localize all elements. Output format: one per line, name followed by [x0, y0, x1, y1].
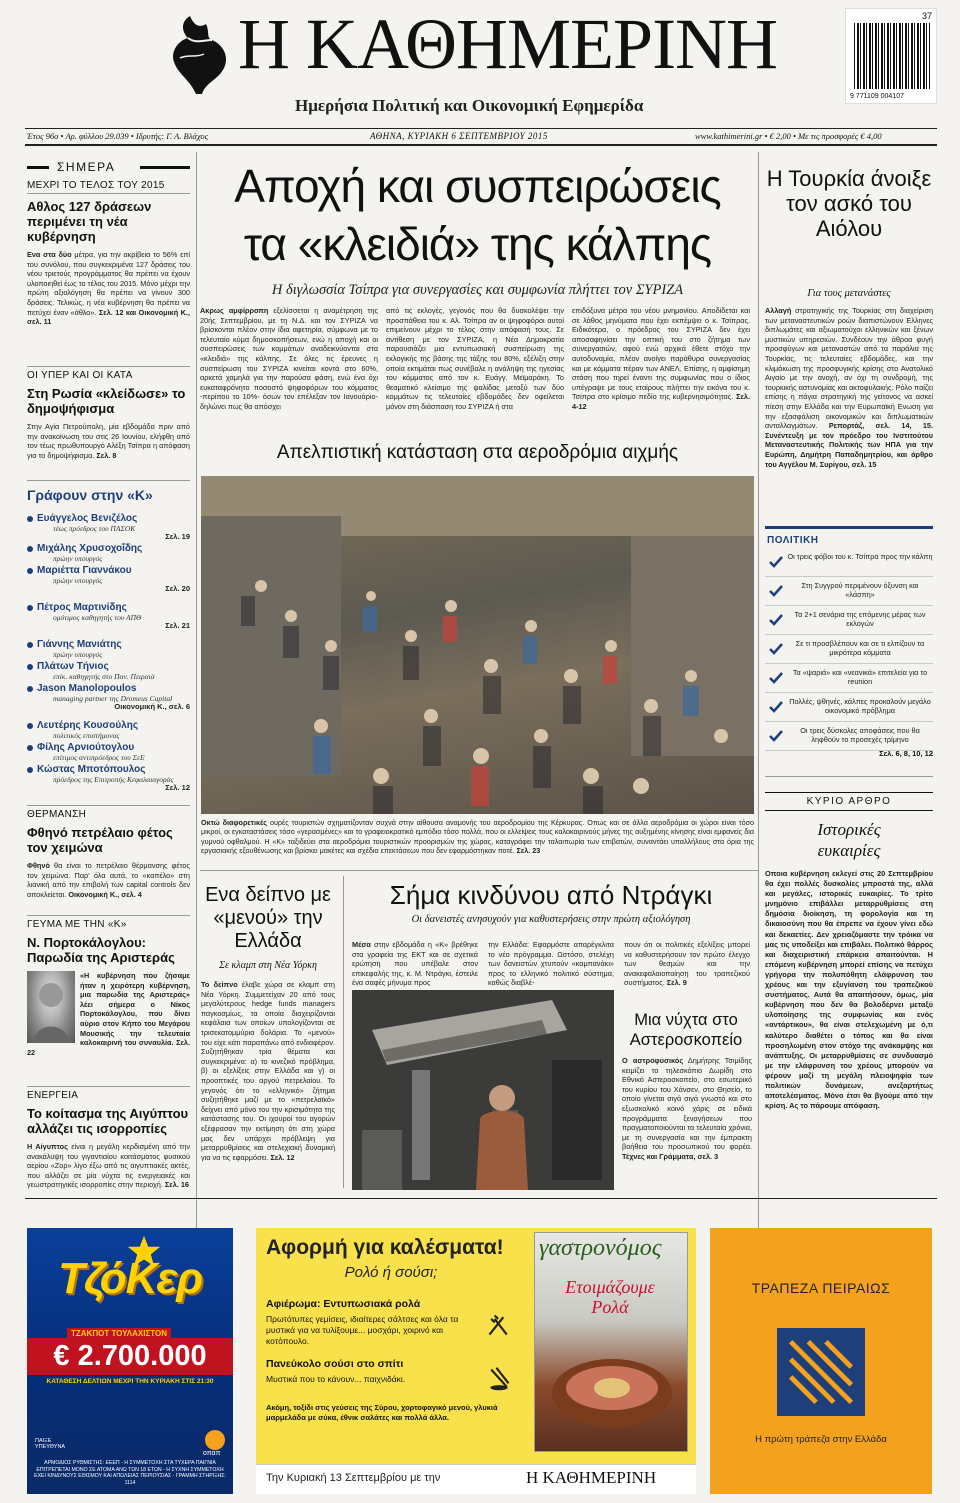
- opap-logo: [205, 1430, 225, 1450]
- politics-ref: Σελ. 6, 8, 10, 12: [879, 749, 933, 758]
- author-entry: [27, 720, 190, 740]
- lead-subhead: Η διγλωσσία Τσίπρα για συνεργασίες και συμφωνία πλήττει τον ΣΥΡΙΖΑ: [271, 282, 684, 298]
- section-title: Αθλος 127 δράσεων περιμένει τη νέα κυβέρνηση: [27, 199, 152, 244]
- section-label: ΜΕΧΡΙ ΤΟ ΤΕΛΟΣ ΤΟΥ 2015: [27, 180, 190, 194]
- lead-col-3: επιδόξυνα μέτρα του νέου μνημονίου. Αποδίδεται και σε λάθος μηνύματα που έχει εκπέμψει ο κ. Τσίπρας. Ειδικότερα, ο πρόεδρος του ΣΥΡΙΖΑ δεν έχει αποσαφηνίσει την οπτική του στο ζήτημα των συνεργασιών, αφού ενώ αρχικά έθετε στόχο την αυτοδυναμία, πλέον ανοίγει παράθυρα συνεργασίας και με κόμματα πέραν των ΑΝΕΛ. Επίσης, η αμφίσημη στάση που τηρεί έναντι της συμφωνίας που ο ίδιος υπέγραψε με τους εταίρους πλήττει την εικόνα του κ. Τσίπρα στο κρίσιμο πεδίο της κυβερνησιμότητας. Σελ. 4-12: [572, 306, 751, 411]
- bullet-icon: [27, 516, 33, 522]
- politics-item-text: Τα 2+1 σενάρια της επόμενης μέρας των εκλογών: [794, 610, 926, 628]
- lead-headline-1: Αποχή και συσπειρώσεις: [234, 160, 721, 212]
- author-name: Ευάγγελος Βενιζέλος: [37, 513, 138, 524]
- ntragi-col-3: πουν ότι οι πολιτικές εξελίξεις μπορεί να καθυστερήσουν τον πρώτο έλεγχο των θεσμών και την ανακεφαλαιοποίηση του τραπεζικού συστήματος. Σελ. 9: [624, 940, 750, 988]
- editorial-box: [765, 792, 933, 1185]
- dinner-body: Το δείπνο έλαβε χώρα σε κλαμπ στη Νέα Υόρκη. Συμμετείχαν 20 από τους μεγαλύτερους hedge funds managers παγκοσμίως, τα οποία διαχειρίζονται κεφάλαια των οποίων υπολογίζονται σε τρισεκατομμύρια δολάρια. Το «μενού» του είχε κάτι παραπάνω από ενδιαφέρον. Συζητήθηκαν τρία θέματα και συγκεκριμένα: α) το κινεζικό πρόβλημα, β) οι εξελίξεις στην Ελλάδα και γ) οι προοπτικές του αργού πετρελαίου. Το γεγονός ότι το «ελληνικό» ζήτημα συζητήθηκε μαζί με το «πετρελαϊκό» δείχνει από μόνο του την κρισιμότητα της κατάστασης του. Οι ιχουροί του αγορών εξέφρασαν την εκτίμηση ότι στη χώρα μας δεν υπάρχει πρόβλεψη για μεταρρυθμίσεις και στελεχιακή δυναμική για να τις εφαρμόσει. Σελ. 12: [201, 980, 335, 1162]
- check-icon: [769, 672, 783, 684]
- gastro-footer: Ακόμη, τοξίδι στις γεύσεις της Σύρου, χορτοφαγικό μενού, γλυκιά μαρμελάδα με σύκα, έθνικ σαλάτες και πολλά άλλα.: [266, 1403, 498, 1422]
- bullet-icon: [27, 664, 33, 670]
- author-role: τέως πρόεδρος του ΠΑΣΟΚ: [53, 524, 136, 533]
- author-name: Γιάννης Μανιάτης: [37, 639, 122, 650]
- ntragi-col-2: την Ελλάδα: Εφαρμόστε απαρέγκλιτα το νέο πρόγραμμα. Ωστόσο, στελέχη των δανειστών χτυπούν «καμπανάκι» προς το ελληνικό πολιτικό σύστημα, καθώς διαβλέ-: [488, 940, 614, 988]
- gastro-item1-title: Αφιέρωμα: Εντυπωσιακά ρολά: [266, 1298, 421, 1310]
- tzoker-deadline: ΚΑΤΑΘΕΣΗ ΔΕΛΤΙΩΝ ΜΕΧΡΙ ΤΗΝ ΚΥΡΙΑΚΗ ΣΤΙΣ 21:30: [46, 1378, 214, 1385]
- dateline-right: www.kathimerini.gr • € 2,00 • Με τις προσφορές € 4,00: [695, 131, 882, 141]
- bullet-icon: [27, 568, 33, 574]
- author-name: Jason Manolopoulos: [37, 683, 137, 694]
- section-title: Το κοίτασμα της Αιγύπτου αλλάζει τις ισορροπίες: [27, 1106, 189, 1136]
- author-entry: [27, 565, 190, 593]
- barcode-bars: [854, 23, 930, 89]
- fork-knife-icon: [486, 1312, 512, 1338]
- masthead-title: Η ΚΑΘΗΜΕΡΙΝΗ: [238, 4, 778, 84]
- author-role: πρόεδρος της Επιτροπής Κεφαλαιαγοράς: [53, 775, 174, 784]
- section-body: Η Αίγυπτος είναι η μεγάλη κερδισμένη από την ανακάλυψη του γιγαντιαίου κοιτάσματος φυσικού αερίου «Ζορ» λίγο έξω από τις αιγυπτιακές ακτές, που αλλάζει σε μία νύχτα τις ενεργειακές και γεωστρατηγικές ισορροπίες στην περιοχή. Σελ. 16: [27, 1142, 191, 1190]
- tzoker-tag: ΤΖΑΚΠΟΤ ΤΟΥΛΑΧΙΣΤΟΝ: [67, 1328, 171, 1339]
- section-label: ΟΙ ΥΠΕΡ ΚΑΙ ΟΙ ΚΑΤΑ: [27, 366, 190, 381]
- simera-bar: [27, 160, 190, 174]
- dateline-left: Έτος 96ο • Αρ. φύλλου 29.039 • Ιδρυτής: Γ. Α. Βλάχος: [27, 131, 209, 141]
- gastro-magazine: γαστρονόμος: [539, 1235, 662, 1261]
- section-title: Ν. Πορτοκάλογλου: Παρωδία της Αριστεράς: [27, 935, 175, 965]
- editorial-body: Οποια κυβέρνηση εκλεγεί στις 20 Σεπτεμβρίου θα έχει πολλές δυσκολίες μπροστά της, αλλά και μεγάλες, ιστορικές ευκαιρίες. Το τρίτο μνημόνιο επιβάλλει μεταρρυθμίσεις στη δημόσια διοίκηση, τη φορολογία και τη δικαιοσύνη που θα έπρεπε να έχουν γίνει εδώ και δεκαετίες. Δεν χρειαζόμαστε την τρόικα να μας τις υποδείξει και επιβάλει. Πολιτικό θάρρος και διαχειριστική επάρκεια απαιτούνται. Η επόμενη κυβέρνηση μπορεί επίσης να πετύχει γρήγορα την πολυπόθητη ελάφρυνση του χρέους και την εξυγίανση του τραπεζικού συστήματος. Αυτά θα απαιτήσουν, όμως, μία κυβέρνηση που δεν θα βολοδέρνει μεταξύ υλοποίησης της συμφωνίας και ενός «αντάρτικου», θα είναι στελεχωμένη με ό,τι καλύτερο διαθέτει ο τόπος και θα είναι προσηλωμένη στον στόχο της ανάκαμψης και ανάπτυξης. Οι μεταρρυθμίσεις σε συνδυασμό με την ελάφρυνση του χρέους μπορούν να φέρουν μαζί τη μεγάλη πλειοψηφία των πολιτικών δυνάμεων, ανεξαρτήτως αποτελέσματος. Μόνο έτσι θα βγούμε από την κρίση. Ας το πάρουμε απόφαση.: [765, 869, 933, 1111]
- turkey-headline: Η Τουρκία άνοιξε τον ασκό του Αιόλου: [766, 166, 932, 241]
- observatory-body: Ο αστροφυσικός Δημήτρης Τσιμίδης κειμίζει το τηλεσκόπιο Δωρίδη στο Εθνικό Αστεροσκοπείο, στο εσωτερικό του κυρίου του Χάνσεν, στο Θησείο, το οποίο γίνεται σιγά σιγά γνωστό και στο εξωσκολικό κοινό χάρις σε ειδικά προγράμματα ξεναγήσεων που πραγματοποιούνται τα τελευταία χρόνια, με τη συνεργασία και την έμπρακτη βοήθεια του προσωπικού του φορέα. Τέχνες και Γράμματα, σελ. 3: [622, 1056, 752, 1161]
- photo-headline: Απελπιστική κατάσταση στα αεροδρόμια αιχμής: [276, 442, 679, 463]
- check-icon: [769, 614, 783, 626]
- bullet-icon: [27, 546, 33, 552]
- barcode-number: 9 771109 004107: [850, 93, 904, 100]
- piraeus-logo-icon: [777, 1328, 865, 1416]
- ad-piraeus: [710, 1228, 932, 1494]
- tzoker-logo: ΤζόΚερ: [57, 1254, 203, 1303]
- ntragi-subhead: Οι δανειστές ανησυχούν για καθυστερήσεις στην πρώτη αξιολόγηση: [411, 914, 691, 925]
- author-page: Σελ. 21: [165, 621, 190, 630]
- bullet-icon: [27, 605, 33, 611]
- telescope-icon: [352, 990, 614, 1190]
- bullet-icon: [27, 642, 33, 648]
- author-page: Σελ. 20: [165, 584, 190, 593]
- author-entry: [27, 742, 190, 762]
- editorial-label: ΚΥΡΙΟ ΑΡΘΡΟ: [765, 792, 933, 811]
- left-section-1: [27, 180, 190, 337]
- tzoker-amount: € 2.700.000: [27, 1338, 233, 1375]
- check-icon: [769, 730, 783, 742]
- ad-tzoker: [27, 1228, 233, 1494]
- authors-header: Γράφουν στην «Κ»: [27, 480, 190, 503]
- author-name: Φίλης Αρνιούτογλου: [37, 742, 135, 753]
- section-body: Στην Αγία Πετρούπολη, μία εβδομάδα πριν από την ανακοίνωση του στις 26 Ιουνίου, ελήφθη από τον τέως πρωθυπουργό Αλέξη Τσίπρα η απόφαση για το δημοψήφισμα. Σελ. 8: [27, 422, 190, 460]
- left-section-4: [27, 915, 190, 1057]
- politics-item-text: Οι τρεις φόβοι του κ. Τσίπρα προς την κάλπη: [787, 552, 933, 561]
- masthead-subtitle: Ημερήσια Πολιτική και Οικονομική Εφημερίδα: [295, 96, 644, 115]
- ad-gastronomos: [256, 1228, 696, 1494]
- politics-item-text: Σε τι προσβλέπουν και σε τι ελπίζουν τα μικρότερα κόμματα: [795, 639, 925, 657]
- bullet-icon: [27, 745, 33, 751]
- author-name: Κώστας Μποτόπουλος: [37, 764, 146, 775]
- politics-item: [765, 722, 933, 751]
- section-body: Φθηνό θα είναι το πετρέλαιο θέρμανσης φέτος τον χειμώνα. Παρ' όλα αυτά, το «καπέλο» στη λιανική από την επιβολή των capital controls δεν αποκλείεται. Οικονομική Κ., σελ. 4: [27, 861, 190, 899]
- gastro-subhead: Ρολό ή σούσι;: [344, 1264, 438, 1281]
- observatory-headline: Μια νύχτα στο Αστεροσκοπείο: [629, 1011, 743, 1049]
- politics-item-text: Στη Συγγρού περιμένουν όξυνση και «λάσπη»: [801, 581, 919, 599]
- section-body: Ενα στα δύο μέτρα, για την ακρίβεια το 56% επί του συνόλου, που συγκεκριμένα 127 δράσεις του νέου τριετούς προγράμματος θα πρέπει να έχουν υλοποιηθεί έως το τέλος του 2015. Μόνο μέχρι την πρώτη αξιολόγηση θα πρέπει να γίνουν 300 δράσεις. Τελικώς, η νέα κυβέρνηση θα πρέπει να πετύχει έναν «άθλο». Σελ. 12 και Οικονομική Κ., σελ. 11: [27, 250, 190, 327]
- author-entry: [27, 764, 190, 792]
- politics-label: ΠΟΛΙΤΙΚΗ: [767, 535, 819, 546]
- check-icon: [769, 585, 783, 597]
- politics-item: [765, 693, 933, 722]
- roast-icon: [535, 1333, 689, 1453]
- author-entry: [27, 661, 190, 681]
- simera-label: ΣΗΜΕΡΑ: [57, 160, 116, 174]
- author-role: ομότιμος καθηγητής του ΑΠΘ: [53, 613, 142, 622]
- gastro-masthead: Η ΚΑΘΗΜΕΡΙΝΗ: [526, 1468, 657, 1487]
- ntragi-headline: Σήμα κινδύνου από Ντράγκι: [389, 880, 713, 910]
- gastro-cover: [534, 1232, 688, 1452]
- piraeus-slogan: Η πρώτη τράπεζα στην Ελλάδα: [755, 1434, 887, 1445]
- gastro-item2-text: Μυστικά που το κάνουν... παιχνιδάκι.: [266, 1374, 406, 1384]
- author-name: Πλάτων Τήνιος: [37, 661, 109, 672]
- author-entry: [27, 683, 190, 711]
- tzoker-brand: ΠΑΙΞΕ ΥΠΕΥΘΥΝΑ: [35, 1438, 66, 1450]
- piraeus-name: ΤΡΑΠΕΖΑ ΠΕΙΡΑΙΩΣ: [751, 1280, 891, 1296]
- ntragi-col-1: Μέσα στην εβδομάδα η «Κ» βρέθηκε στα γραφεία της ΕΚΤ και σε σχετικά ερώτηση που υπέβαλε στον επικεφαλής της, κ. Μ. Ντράγκι, έστειλε ένα σαφές μήνυμα προς: [352, 940, 479, 988]
- gastro-date: Την Κυριακή 13 Σεπτεμβρίου με την: [266, 1472, 441, 1484]
- author-role: πρώην υπουργός: [53, 650, 103, 659]
- author-role: managing partner της Dromeus Capital: [53, 694, 173, 703]
- author-entry: [27, 543, 190, 563]
- author-role: πολιτικός επιστήμονας: [53, 731, 120, 740]
- barcode: [845, 8, 937, 104]
- politics-item-text: Οι τρεις δύσκολες αποφάσεις που θα ληφθούν το προσεχές τρίμηνο: [800, 726, 920, 744]
- politics-item: [765, 635, 933, 664]
- gastro-cover-text: Ετοιμάζουμε Ρολά: [565, 1277, 655, 1317]
- lead-col-2: από τις εκλογές, γεγονός που θα δυσκολέψει την προσπάθεια του κ. Αλ. Τσίπρα αν οι ψηφοφόροι αυτοί επιμείνουν μέχρι το τέλος στην απόφασή τους. Σε αντίθεση με τον ΣΥΡΙΖΑ, η Νέα Δημοκρατία παρουσιάζει μια εντυπωσιακή συσπείρωση της εκλογικής της βάσης της τάξης του 80%, εξέλιξη στην οποία εκτιμάται πως συνέβαλε η ανάληψη της ηγεσίας του κόμματος από τον κ. Ευάγγ. Μεϊμαράκη. Το θεαματικό κλείσιμο της ψαλίδας μεταξύ των δύο κομμάτων τις τελευταίες εβδομάδες δεν οφείλεται μόνον στη διάσπαση του ΣΥΡΙΖΑ ή στα: [386, 306, 564, 411]
- crowd-photo: [201, 476, 754, 814]
- left-section-5: [27, 1086, 190, 1210]
- section-label: ΕΝΕΡΓΕΙΑ: [27, 1086, 190, 1101]
- dinner-headline: Ενα δείπνο με «μενού» την Ελλάδα: [205, 884, 331, 952]
- author-role: πρώην υπουργός: [53, 554, 103, 563]
- author-page: Σελ. 19: [165, 532, 190, 541]
- politics-item: [765, 548, 933, 577]
- politics-item: [765, 664, 933, 693]
- crowd-icon: [201, 476, 754, 814]
- gastro-item2-title: Πανεύκολο σούσι στο σπίτι: [266, 1358, 404, 1370]
- check-icon: [769, 643, 783, 655]
- section-title: Στη Ρωσία «κλείδωσε» το δημοψήφισμα: [27, 386, 186, 416]
- gastro-headline: Αφορμή για καλέσματα!: [266, 1236, 504, 1259]
- authors-list: [27, 513, 190, 792]
- observatory-photo: [352, 990, 614, 1190]
- left-section-2: [27, 366, 190, 462]
- author-entry: [27, 639, 190, 659]
- editorial-title: Ιστορικές ευκαιρίες: [817, 820, 881, 860]
- politics-list: [765, 548, 933, 751]
- gastro-item1-text: Πρωτότυπες γεμίσεις, ιδιαίτερες σάλτσες και όλα τα μυστικά για να τυλίξουμε... μοσχάρι, χοιρινό και κοτόπουλο.: [266, 1314, 459, 1346]
- section-label: ΘΕΡΜΑΝΣΗ: [27, 805, 190, 820]
- chopsticks-icon: [486, 1366, 512, 1392]
- bullet-icon: [27, 767, 33, 773]
- author-name: Πέτρος Μαρτινίδης: [37, 602, 127, 613]
- lead-headline-2: τα «κλειδιά» της κάλπης: [243, 218, 712, 270]
- dateline-center: ΑΘΗΝΑ, ΚΥΡΙΑΚΗ 6 ΣΕΠΤΕΜΒΡΙΟΥ 2015: [370, 131, 548, 141]
- turkey-subhead: Για τους μετανάστες: [807, 288, 891, 299]
- politics-box: [765, 526, 933, 766]
- opap-label: οπαπ: [203, 1450, 221, 1457]
- left-section-3: [27, 805, 190, 909]
- check-icon: [769, 556, 783, 568]
- politics-item-text: Πολλές, ψθηνές, κάλπες προκαλούν μεγάλο οικονομικό πρόβλημα: [789, 697, 931, 715]
- author-name: Μιχάλης Χρυσοχοΐδης: [37, 543, 143, 554]
- authors-box: [27, 480, 190, 801]
- politics-item: [765, 577, 933, 606]
- author-page: Οικονομική Κ., σελ. 6: [114, 702, 190, 711]
- bullet-icon: [27, 686, 33, 692]
- politics-item-text: Τα «ψαριά» και «νεανικά» επιτελεία για το reunion: [792, 668, 928, 686]
- lead-col-1: Ακρως αμφίρροπη εξελίσσεται η αναμέτρηση της 20ής Σεπτεμβρίου, με τη Ν.Δ. και τον ΣΥΡΙΖΑ να βρίσκονται πλέον στην ίδια αφετηρία, σύμφωνα με το τελευταίο κύμα δημοσκοπήσεων, ενώ η αποχή και οι συσπειρώσεις των κομμάτων αναδεικνύονται στα «κλειδιά» της κάλπης. Σε όλες τις έρευνες η συσπείρωση του ΣΥΡΙΖΑ κινείται κοντά στο 60%, αρκετά χαμηλά για την παρούσα φάση, ενώ ένα όχι ευκαταφρόνητο ποσοστό ψηφοφόρων του κόμματος -περίπου το 10%- όσων τον επέλεξαν τον Ιανουάριο- δηλώνει πως θα απόσχει: [200, 306, 378, 411]
- photo-caption: Οκτώ διαφορετικές ουρές τουριστών σχηματίζονταν συχνά στην αίθουσα αναμονής του αεροδρομίου της Κέρκυρας. Οπως και σε άλλα αεροδρόμια οι χώροι είναι τόσο μικροί, οι εγκαταστάσεις τόσο «γερασμένες» και το γραφειοκρατικό εμπόδιο τόσο πολλά, που οι ελλείψεις τους καλοκαιρινούς μήνες της αυξημένης κίνησης είναι εμφανείς δια γυμνού οφθαλμού. Η «Κ» ταξιδεύει στα αεροδρόμια τουριστικών προορισμών της χώρας, καταγράφει την ταλαιπωρία των επιβατών, συναντάει υπαλλήλους στα όρια της εργασιακής εξουθένωσης και βρίσκει μακέτες και σχέδια επεκτάσεων που δεν εφαρμόστηκαν ποτέ. Σελ. 23: [201, 818, 755, 856]
- portrait-icon: [27, 971, 75, 1043]
- author-name: Λευτέρης Κουσούλης: [37, 720, 139, 731]
- turkey-body: Αλλαγή στρατηγικής της Τουρκίας στη διαχείριση των μεταναστευτικών ροών διαπιστώνουν Ελληνες διπλωμάτες και αξιωματούχοι ελληνικών και ξένων μυστικών υπηρεσιών. Συνδέουν την άθροα φυγή προσφύγων και μεταναστών από τα παράλια της Τουρκίας, τις τελευταίες εβδομάδες, και την κλιμάκωση της προσφυγικής κρίσης στο Ανατολικό Αιγαίο με την ανοχή, αν όχι τη συνδρομή, της τουρκικής αστυνομίας και ακτοφυλακής. Ρόλο παίζει επίσης η πάγια στρατηγική της γείτονος να ασκεί πίεση στην Ελλάδα και την Ευρωπαϊκή Ενωση για την εξασφάλιση οικονομικών και διπλωματικών ανταλλαγμάτων. Ρεπορτάζ, σελ. 14, 15. Συνέντευξη με τον πρόεδρο του Ινστιτούτου Μεταναστευτικής Πολιτικής των ΗΠΑ για την Ευρώπη, Δημήτρη Παπαδημητρίου, και άρθρο του Αγγέλου Μ. Συρίγου, σελ. 15: [765, 306, 934, 469]
- author-page: Σελ. 12: [165, 783, 190, 792]
- tzoker-fine-print: ΑΡΜΟΔΙΟΣ ΡΥΘΜΙΣΤΗΣ: ΕΕΕΠ - Η ΣΥΜΜΕΤΟΧΗ ΣΤΑ ΤΥΧΕΡΑ ΠΑΙΓΝΙΑ ΕΠΙΤΡΕΠΕΤΑΙ ΜΟΝΟ ΣΕ ΑΤΟΜΑ ΑΝΩ ΤΩΝ 18 ΕΤΩΝ - Η ΣΥΧΝΗ ΣΥΜΜΕΤΟΧΗ ΕΧΕΙ ΚΙΝΔΥΝΟΥΣ ΕΘΙΣΜΟΥ ΚΑΙ ΑΠΩΛΕΙΑΣ ΠΕΡΙΟΥΣΙΑΣ - ΓΡΑΜΜΗ ΣΤΗΡΙΞΗΣ: 1114: [34, 1460, 226, 1486]
- portrait-photo: [27, 971, 75, 1043]
- author-entry: [27, 513, 190, 541]
- section-body: «Η κυβέρνηση που ζήσαμε ήταν η χειρότερη κυβέρνηση, μια παρωδία της Αριστεράς» λέει σήμερα ο Νίκος Πορτοκάλογλου, που δίνει αύριο στον Κήπο του Μεγάρου Μουσικής την τελευταία καλοκαιρινή του συναυλία. Σελ. 22: [27, 971, 190, 1057]
- section-label: ΓΕΥΜΑ ΜΕ ΤΗΝ «Κ»: [27, 915, 190, 930]
- barcode-issue: 37: [921, 11, 932, 21]
- author-role: επίκ. καθηγητής στο Παν. Πειραιά: [53, 672, 155, 681]
- author-name: Μαριέττα Γιαννάκου: [37, 565, 132, 576]
- politics-item: [765, 606, 933, 635]
- dinner-subhead: Σε κλαμπ στη Νέα Υόρκη: [219, 960, 317, 971]
- check-icon: [769, 701, 783, 713]
- author-role: επίτιμος αντιπρόεδρος του ΣεΕ: [53, 753, 145, 762]
- author-role: πρώην υπουργός: [53, 576, 103, 585]
- section-title: Φθηνό πετρέλαιο φέτος τον χειμώνα: [27, 825, 173, 855]
- author-entry: [27, 602, 190, 630]
- bullet-icon: [27, 723, 33, 729]
- griffin-logo-icon: [160, 10, 234, 98]
